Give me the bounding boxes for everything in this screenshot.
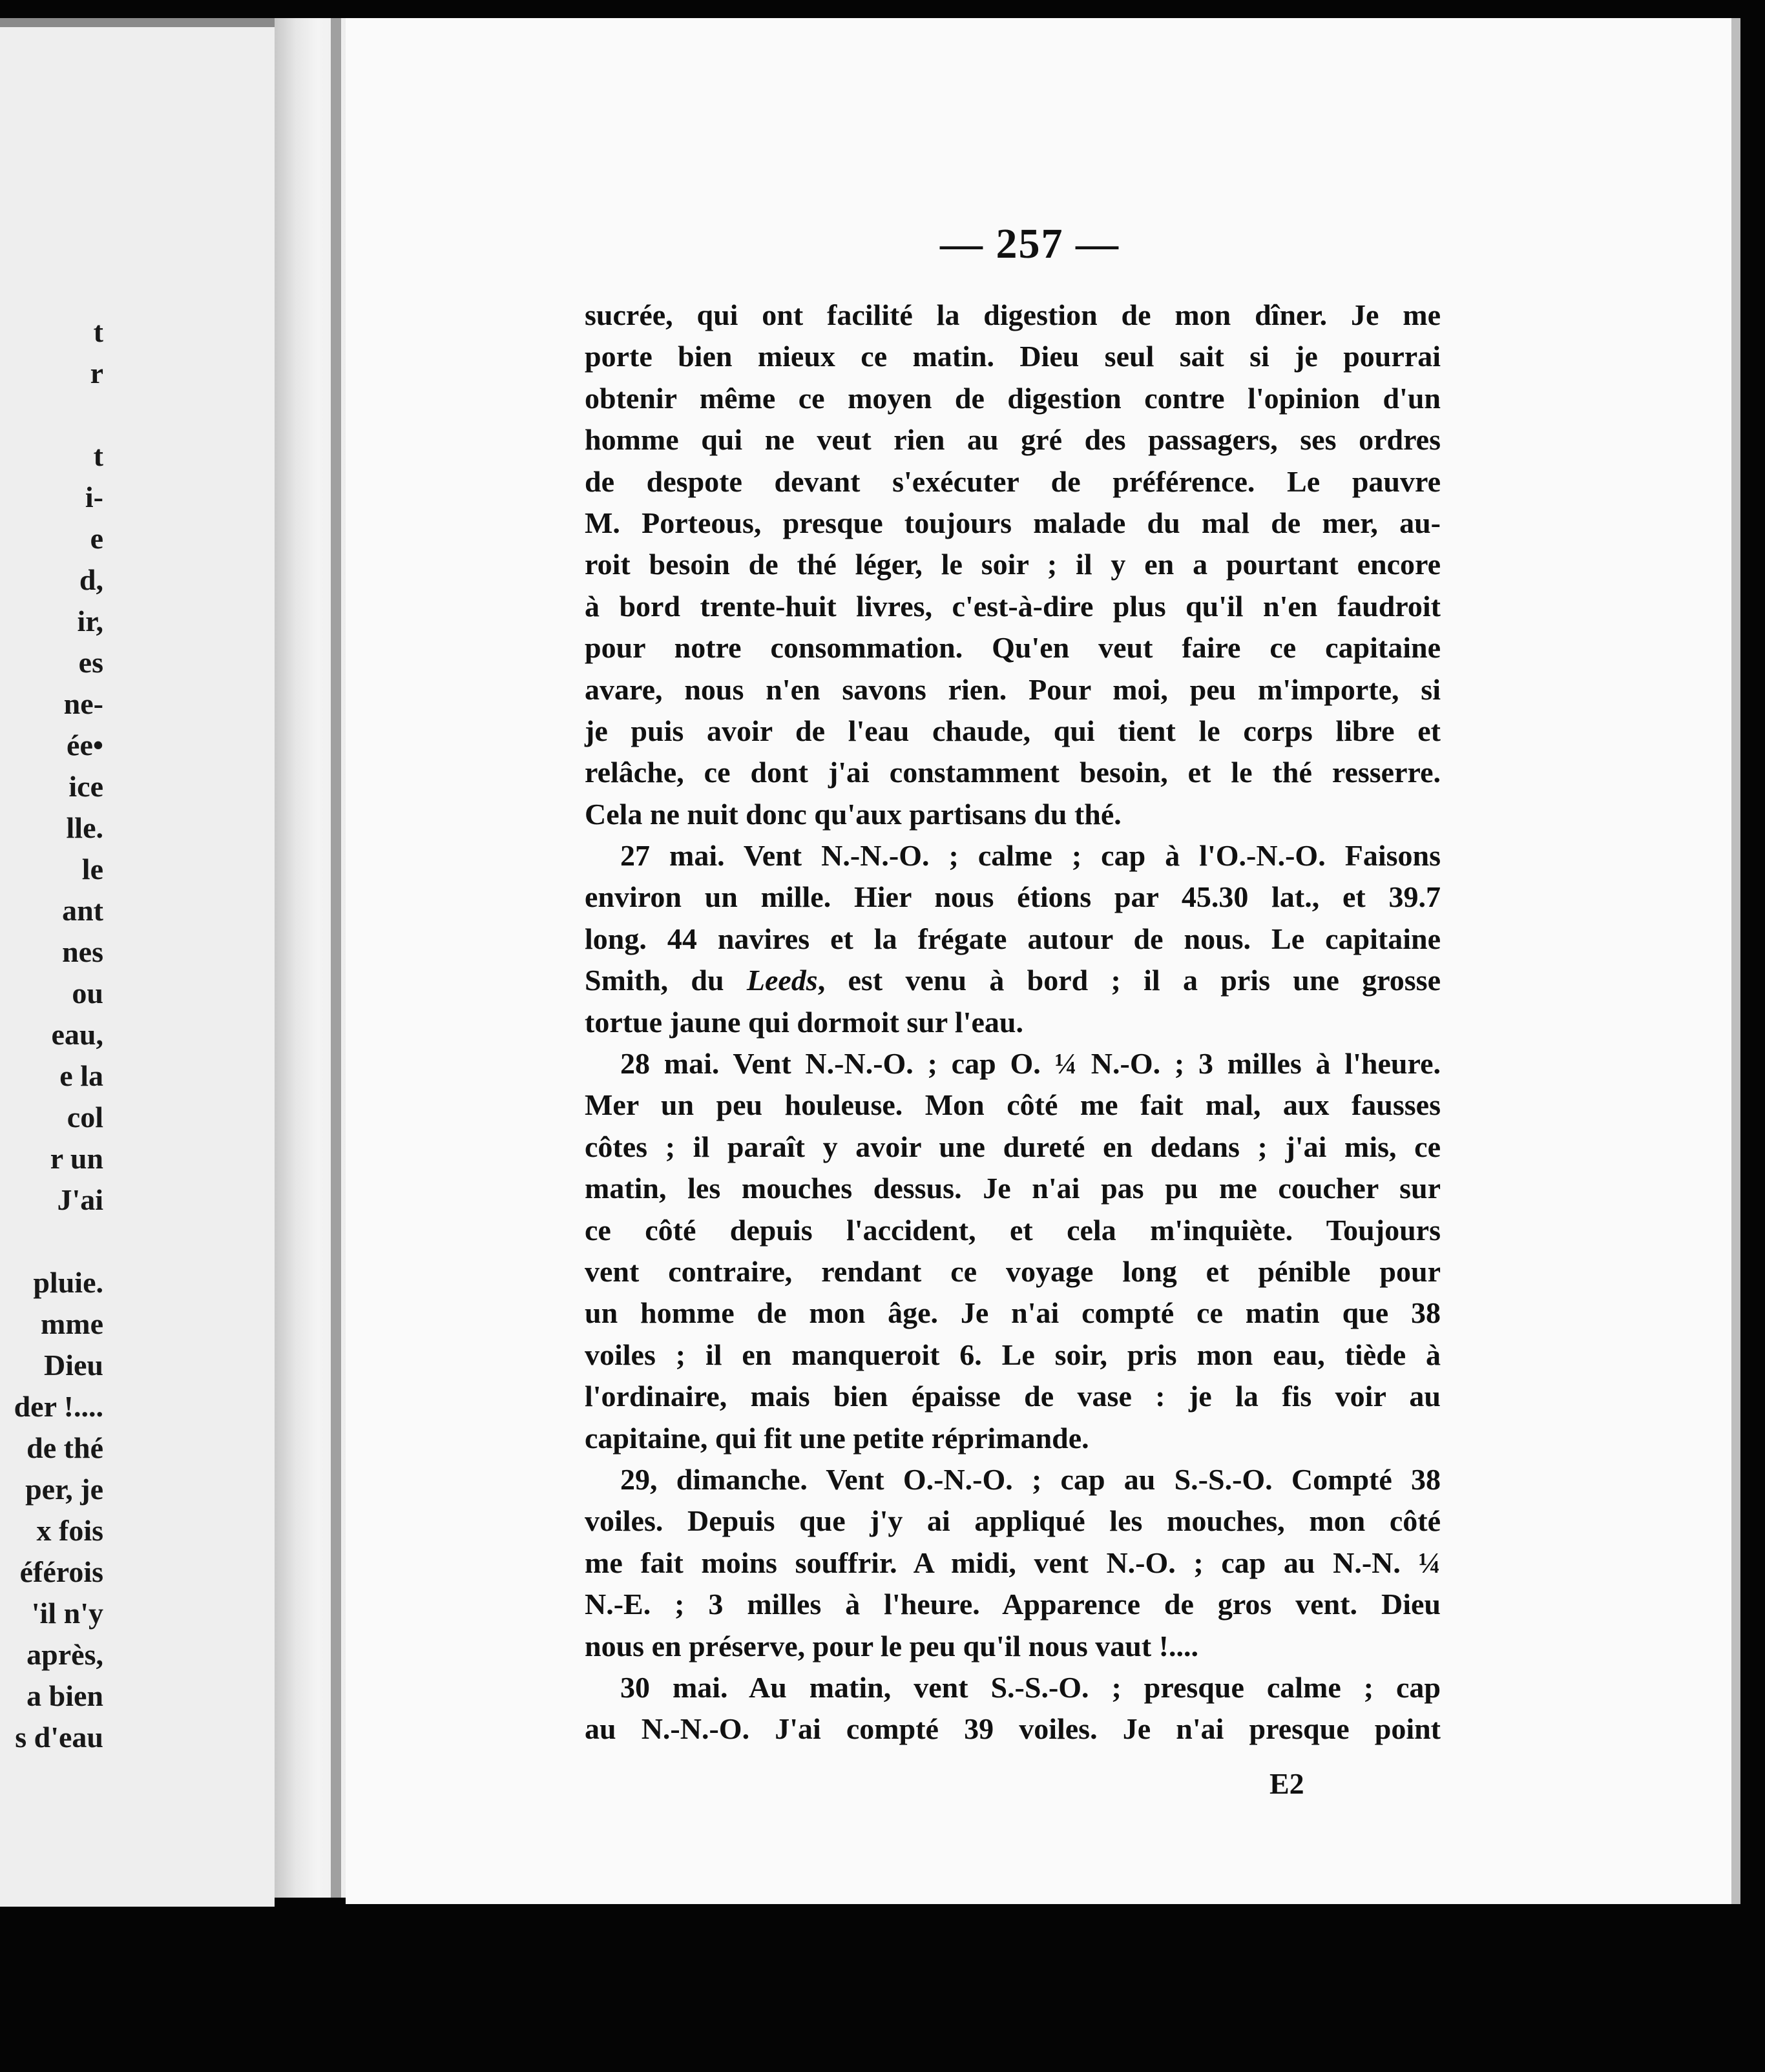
left-fragment-line: i-	[85, 481, 103, 513]
left-fragment-line: ou	[72, 977, 103, 1010]
text-line: long. 44 navires et la frégate autour de nous. Le capitaine	[585, 922, 1441, 955]
left-fragment-line: col	[67, 1101, 103, 1134]
left-fragment-line: d,	[79, 563, 103, 596]
paragraph	[585, 835, 1441, 1043]
left-fragment-line: der !....	[14, 1390, 103, 1423]
text-line: obtenir même ce moyen de digestion contre l'opinion d'un	[585, 381, 1441, 415]
text-line: matin, les mouches dessus. Je n'ai pas pu me coucher sur	[585, 1172, 1441, 1205]
text-line: M. Porteous, presque toujours malade du mal de mer, au-	[585, 506, 1441, 539]
text-line: un homme de mon âge. Je n'ai compté ce matin que 38	[585, 1296, 1441, 1330]
left-fragment-line: après,	[26, 1638, 103, 1671]
right-page-edge	[1731, 18, 1740, 1904]
left-page	[0, 18, 275, 1907]
text-line: côtes ; il paraît y avoir une dureté en dedans ; j'ai mis, ce	[585, 1130, 1441, 1163]
text-line: Smith, du Leeds, est venu à bord ; il a pris une grosse	[585, 964, 1441, 997]
left-fragment-line: Dieu	[44, 1349, 103, 1382]
left-fragment-line: éférois	[19, 1555, 103, 1588]
text-line: voiles ; il en manqueroit 6. Le soir, pris mon eau, tiède à	[585, 1338, 1441, 1371]
text-line: homme qui ne veut rien au gré des passagers, ses ordres	[585, 423, 1441, 457]
paragraph	[585, 1459, 1441, 1667]
text-line: sucrée, qui ont facilité la digestion de mon dîner. Je me	[585, 298, 1441, 331]
signature-mark: E2	[1269, 1767, 1304, 1800]
left-fragment-line: x fois	[36, 1514, 103, 1547]
left-page-text-fragments	[0, 311, 103, 1758]
left-fragment-line: de thé	[26, 1431, 103, 1464]
left-fragment-line: lle.	[66, 811, 103, 844]
text-line: je puis avoir de l'eau chaude, qui tient le corps libre et	[585, 714, 1441, 747]
paragraph	[585, 295, 1441, 835]
text-line: l'ordinaire, mais bien épaisse de vase : je la fis voir au	[585, 1380, 1441, 1413]
left-fragment-line: ant	[62, 894, 103, 927]
page-number: — 257 —	[940, 220, 1120, 267]
left-fragment-line: s d'eau	[15, 1721, 103, 1754]
text-line: N.-E. ; 3 milles à l'heure. Apparence de gros vent. Dieu	[585, 1588, 1441, 1621]
left-fragment-line: ée•	[67, 729, 103, 761]
text-line: Cela ne nuit donc qu'aux partisans du thé.	[585, 797, 1122, 831]
left-fragment-line: r un	[50, 1142, 103, 1175]
left-fragment-line: eau,	[51, 1018, 103, 1051]
text-line: capitaine, qui fit une petite réprimande.	[585, 1421, 1089, 1455]
text-line: de despote devant s'exécuter de préférence. Le pauvre	[585, 464, 1441, 498]
left-fragment-line: J'ai	[57, 1183, 103, 1216]
left-fragment-line: mme	[40, 1307, 103, 1340]
text-line: 29, dimanche. Vent O.-N.-O. ; cap au S.-S.-O. Compté 38	[620, 1462, 1441, 1496]
left-fragment-line: e	[90, 522, 103, 555]
left-fragment-line	[0, 394, 103, 435]
text-line: au N.-N.-O. J'ai compté 39 voiles. Je n'ai presque point	[585, 1712, 1441, 1746]
left-fragment-line: le	[81, 853, 103, 886]
text-line: porte bien mieux ce matin. Dieu seul sait si je pourrai	[585, 340, 1441, 373]
left-fragment-line: pluie.	[33, 1266, 103, 1299]
left-fragment-line: e la	[59, 1059, 103, 1092]
left-fragment-line: es	[78, 646, 103, 679]
left-fragment-line: ir,	[77, 605, 103, 637]
text-line: tortue jaune qui dormoit sur l'eau.	[585, 1005, 1023, 1039]
text-line: nous en préserve, pour le peu qu'il nous vaut !....	[585, 1629, 1198, 1663]
left-fragment-line: ice	[68, 770, 103, 803]
paragraph	[585, 1667, 1441, 1750]
text-line: relâche, ce dont j'ai constamment besoin, et le thé resserre.	[585, 756, 1441, 789]
left-fragment-line: t	[93, 315, 103, 348]
text-line: voiles. Depuis que j'y ai appliqué les mouches, mon côté	[585, 1504, 1441, 1538]
text-line: vent contraire, rendant ce voyage long et pénible pour	[585, 1254, 1441, 1288]
left-fragment-line: r	[90, 357, 103, 389]
text-line: à bord trente-huit livres, c'est-à-dire plus qu'il n'en faudroit	[585, 589, 1441, 623]
left-fragment-line: a bien	[26, 1679, 103, 1712]
left-fragment-line: per, je	[25, 1473, 103, 1506]
text-line: 27 mai. Vent N.-N.-O. ; calme ; cap à l'O.-N.-O. Faisons	[620, 839, 1441, 873]
left-fragment-line: t	[93, 439, 103, 472]
left-fragment-line	[0, 1221, 103, 1262]
body-text	[585, 295, 1441, 1750]
text-line: avare, nous n'en savons rien. Pour moi, peu m'importe, si	[585, 672, 1441, 706]
text-line: Mer un peu houleuse. Mon côté me fait mal, aux fausses	[585, 1088, 1441, 1122]
text-line: 30 mai. Au matin, vent S.-S.-O. ; presque calme ; cap	[620, 1670, 1441, 1704]
paragraph	[585, 1043, 1441, 1459]
left-fragment-line: 'il n'y	[31, 1597, 103, 1630]
left-fragment-line: nes	[62, 935, 103, 968]
page-fold-edge	[331, 18, 341, 1898]
text-line: environ un mille. Hier nous étions par 45.30 lat., et 39.7	[585, 880, 1441, 914]
text-line: roit besoin de thé léger, le soir ; il y en a pourtant encore	[585, 548, 1441, 581]
text-line: pour notre consommation. Qu'en veut faire ce capitaine	[585, 631, 1441, 665]
text-line: 28 mai. Vent N.-N.-O. ; cap O. ¼ N.-O. ; 3 milles à l'heure.	[620, 1047, 1441, 1081]
left-fragment-line: ne-	[63, 687, 103, 720]
text-line: me fait moins souffrir. A midi, vent N.-O. ; cap au N.-N. ¼	[585, 1546, 1441, 1579]
text-line: ce côté depuis l'accident, et cela m'inquiète. Toujours	[585, 1213, 1441, 1247]
